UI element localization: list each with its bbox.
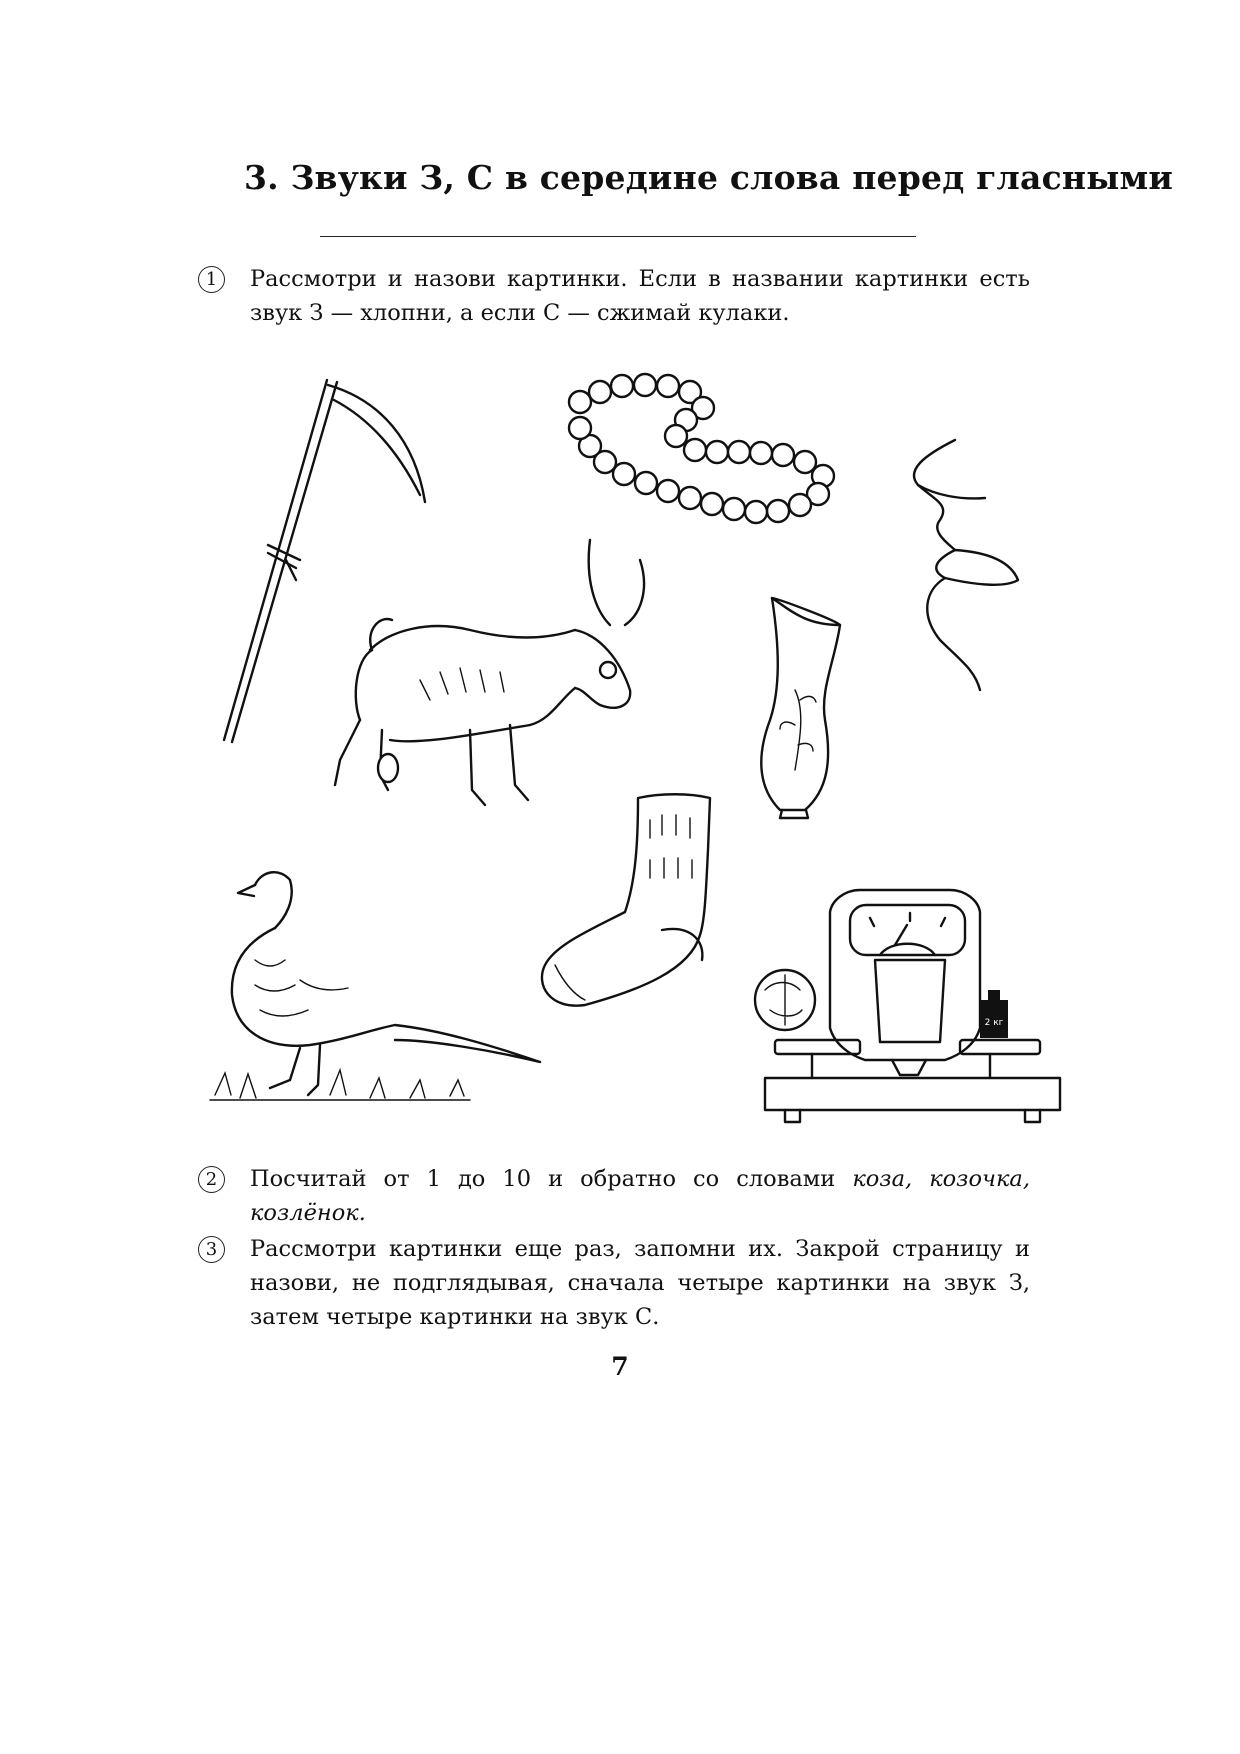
task-text-plain: Посчитай от 1 до 10 и обратно со словами bbox=[250, 1166, 853, 1192]
mouth-tongue-picture bbox=[914, 440, 1018, 690]
beads-picture bbox=[569, 374, 834, 523]
task-text bbox=[250, 1162, 1030, 1230]
weight-label: 2 кг bbox=[984, 1018, 1004, 1028]
task-text: Рассмотри и назови картинки. Если в названии картинки есть звук З — хлопни, а если С — сжимай кулаки. bbox=[250, 266, 1030, 326]
task-text: Рассмотри картинки еще раз, запомни их. Закрой страницу и назови, не подглядывая, сначала четыре картинки на звук З, затем четыре картинки на звук С. bbox=[250, 1236, 1030, 1330]
task-2 bbox=[198, 1162, 1030, 1230]
task-number: 2 bbox=[198, 1166, 225, 1193]
section-title-text: Звуки З, С в середине слова перед гласными bbox=[290, 158, 1174, 197]
scythe-picture bbox=[224, 380, 425, 742]
task-text-italic: коза, козочка, козлёнок. bbox=[250, 1166, 1030, 1226]
goat-picture bbox=[335, 540, 644, 805]
vase-picture bbox=[761, 598, 840, 818]
task-number: 3 bbox=[198, 1236, 225, 1263]
section-number: 3. bbox=[244, 158, 279, 197]
page-number: 7 bbox=[611, 1352, 629, 1381]
pheasant-picture bbox=[210, 872, 540, 1100]
sock-picture bbox=[542, 794, 710, 1005]
task-3 bbox=[198, 1232, 1030, 1334]
scales-picture bbox=[755, 890, 1060, 1122]
task-number: 1 bbox=[198, 266, 225, 293]
